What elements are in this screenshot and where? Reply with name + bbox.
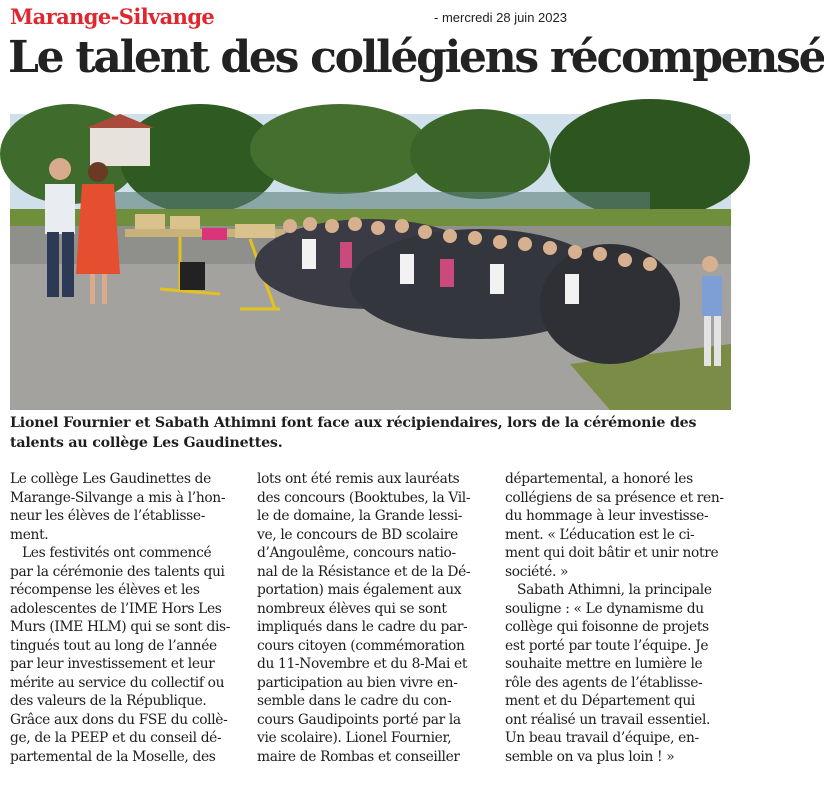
text-line: ment qui doit bâtir et unir notre <box>505 545 719 561</box>
text-line: impliqués dans le cadre du par- <box>257 619 468 635</box>
article-column-1 <box>10 470 242 766</box>
text-line: tingués tout au long de l’année <box>10 637 217 654</box>
text-line: du hommage à leur investisse- <box>505 508 709 524</box>
text-line: portation) mais également aux <box>257 582 462 598</box>
text-line: participation au bien vivre en- <box>257 674 458 691</box>
text-line: semble dans le cadre du con- <box>257 693 452 709</box>
text-line: Les festivités ont commencé <box>22 545 212 561</box>
text-line: neur les élèves de l’établisse- <box>10 508 206 524</box>
text-line: mérite au service du collectif ou <box>10 674 225 691</box>
text-line: des concours (Booktubes, la Vil- <box>257 489 471 506</box>
text-line: Un beau travail d’équipe, en- <box>505 730 699 746</box>
text-line: cours citoyen (commémoration <box>257 637 465 654</box>
text-line: cours Gaudipoints porté par la <box>257 711 461 728</box>
text-line: le de domaine, la Grande lessi- <box>257 508 463 524</box>
article-headline: Le talent des collégiens récompensé <box>8 32 824 83</box>
text-line: ment et du Département qui <box>505 693 695 709</box>
text-line: par la cérémonie des talents qui <box>10 563 225 580</box>
text-line: Sabath Athimni, la principale <box>517 582 712 598</box>
text-line: semble on va plus loin ! » <box>505 748 675 765</box>
ceremony-photo-illustration <box>10 114 731 410</box>
text-line: collège qui foisonne de projets <box>505 619 709 635</box>
text-line: adolescentes de l’IME Hors Les <box>10 600 222 617</box>
text-line: ment. <box>10 526 49 543</box>
publication-date: - mercredi 28 juin 2023 <box>434 10 567 25</box>
article-column-3 <box>505 470 737 766</box>
text-line: ment. « L’éducation est le ci- <box>505 526 695 543</box>
caption-line: Lionel Fournier et Sabath Athimni font face aux récipiendaires, lors de la cérémonie des <box>10 415 697 431</box>
text-line: lots ont été remis aux lauréats <box>257 471 460 487</box>
text-line: rôle des agents de l’établisse- <box>505 674 703 691</box>
text-line: société. » <box>505 563 569 580</box>
section-rubric: Marange-Silvange <box>10 4 215 29</box>
text-line: départemental, a honoré les <box>505 471 693 487</box>
text-line: Marange-Silvange a mis à l’hon- <box>10 489 226 506</box>
text-line: est porté par toute l’équipe. Je <box>505 637 709 654</box>
text-line: partemental de la Moselle, des <box>10 748 216 765</box>
text-line: souhaite mettre en lumière le <box>505 656 703 672</box>
text-line: ve, le concours de BD scolaire <box>257 526 458 543</box>
text-line: Murs (IME HLM) qui se sont dis- <box>10 619 231 635</box>
text-line: par leur investissement et leur <box>10 656 215 672</box>
text-line: Grâce aux dons du FSE du collè- <box>10 711 228 728</box>
text-line: vie scolaire). Lionel Fournier, <box>257 730 452 746</box>
article-column-2 <box>257 470 489 766</box>
text-line: du 11-Novembre et du 8-Mai et <box>257 656 468 672</box>
text-line: souligne : « Le dynamisme du <box>505 600 704 617</box>
article-photo <box>10 114 731 410</box>
text-line: d’Angoulême, concours natio- <box>257 545 456 561</box>
text-line: ge, de la PEEP et du conseil dé- <box>10 730 222 746</box>
text-line: collégiens de sa présence et ren- <box>505 489 724 506</box>
photo-caption <box>10 413 735 453</box>
text-line: Le collège Les Gaudinettes de <box>10 471 211 487</box>
text-line: ont réalisé un travail essentiel. <box>505 711 711 728</box>
text-line: maire de Rombas et conseiller <box>257 748 460 765</box>
text-line: des valeurs de la République. <box>10 693 207 709</box>
caption-line: talents au collège Les Gaudinettes. <box>10 435 283 451</box>
text-line: nombreux élèves qui se sont <box>257 600 447 617</box>
text-line: récompense les élèves et les <box>10 582 200 598</box>
text-line: nal de la Résistance et de la Dé- <box>257 563 471 580</box>
